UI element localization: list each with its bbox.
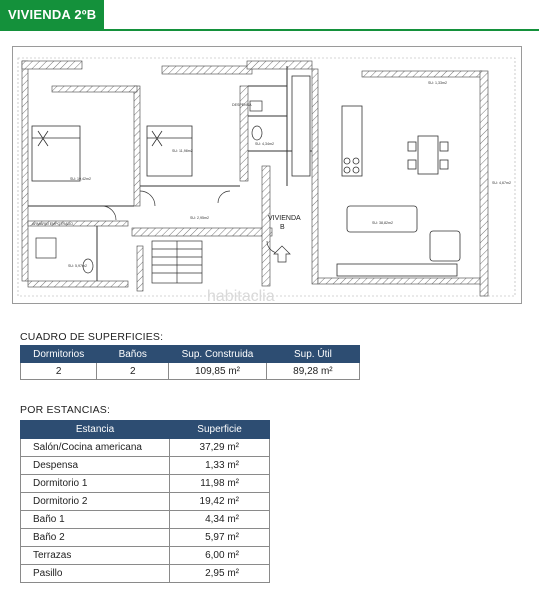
estancia-name: Pasillo bbox=[21, 565, 170, 583]
superficies-title: CUADRO DE SUPERFICIES: bbox=[20, 331, 164, 343]
table-cell: 2 bbox=[21, 363, 97, 380]
estancia-name: Baño 2 bbox=[21, 529, 170, 547]
unit-letter: B bbox=[280, 224, 285, 231]
room-label-salon: SU: 38,82m2 bbox=[372, 221, 393, 225]
estancia-area: 19,42 m² bbox=[170, 493, 270, 511]
estancias-title: POR ESTANCIAS: bbox=[20, 404, 111, 416]
table-row bbox=[21, 511, 270, 529]
col-header: Dormitorios bbox=[21, 346, 97, 363]
table-cell: 89,28 m² bbox=[266, 363, 359, 380]
room-label-terraza1: SU: 1,33m2 bbox=[428, 81, 447, 85]
estancia-area: 4,34 m² bbox=[170, 511, 270, 529]
table-row bbox=[21, 547, 270, 565]
table-row bbox=[21, 529, 270, 547]
page-title: VIVIENDA 2ºB bbox=[0, 0, 104, 29]
room-label-b1: SU: 4,34m2 bbox=[255, 142, 274, 146]
estancia-area: 11,98 m² bbox=[170, 475, 270, 493]
table-row bbox=[21, 565, 270, 583]
estancia-name: Despensa bbox=[21, 457, 170, 475]
col-header: Superficie bbox=[170, 421, 270, 439]
table-row bbox=[21, 363, 360, 380]
col-header: Estancia bbox=[21, 421, 170, 439]
table-row bbox=[21, 493, 270, 511]
floor-plan bbox=[12, 46, 522, 304]
estancia-area: 6,00 m² bbox=[170, 547, 270, 565]
estancia-name: Dormitorio 1 bbox=[21, 475, 170, 493]
unit-label: VIVIENDA bbox=[268, 215, 301, 222]
room-label-b2: SU: 5,97m2 bbox=[68, 264, 87, 268]
table-row bbox=[21, 475, 270, 493]
room-label-terraza2: SU: 4,67m2 bbox=[492, 181, 511, 185]
estancia-name: Baño 1 bbox=[21, 511, 170, 529]
estancias-table bbox=[20, 420, 270, 583]
room-label-despensa: DESPENSA bbox=[232, 103, 252, 107]
estancia-area: 2,95 m² bbox=[170, 565, 270, 583]
superficies-table bbox=[20, 345, 360, 380]
estancia-area: 1,33 m² bbox=[170, 457, 270, 475]
table-row bbox=[21, 457, 270, 475]
header-divider bbox=[0, 29, 539, 31]
room-label-d2: SU: 19,42m2 bbox=[70, 177, 91, 181]
watermark: habitaclia bbox=[207, 288, 275, 304]
col-header: Sup. Útil bbox=[266, 346, 359, 363]
col-header: Baños bbox=[97, 346, 169, 363]
room-label-pasillo: SU: 2,95m2 bbox=[190, 216, 209, 220]
estancia-name: Salón/Cocina americana bbox=[21, 439, 170, 457]
estancia-name: Dormitorio 2 bbox=[21, 493, 170, 511]
table-row bbox=[21, 439, 270, 457]
table-cell: 109,85 m² bbox=[169, 363, 267, 380]
col-header: Sup. Construida bbox=[169, 346, 267, 363]
estancia-area: 37,29 m² bbox=[170, 439, 270, 457]
table-cell: 2 bbox=[97, 363, 169, 380]
estancia-name: Terrazas bbox=[21, 547, 170, 565]
room-label-d1: SU: 11,98m2 bbox=[172, 149, 193, 153]
room-label-armario: ARMARIO EMPOTRADO bbox=[32, 222, 73, 226]
estancia-area: 5,97 m² bbox=[170, 529, 270, 547]
